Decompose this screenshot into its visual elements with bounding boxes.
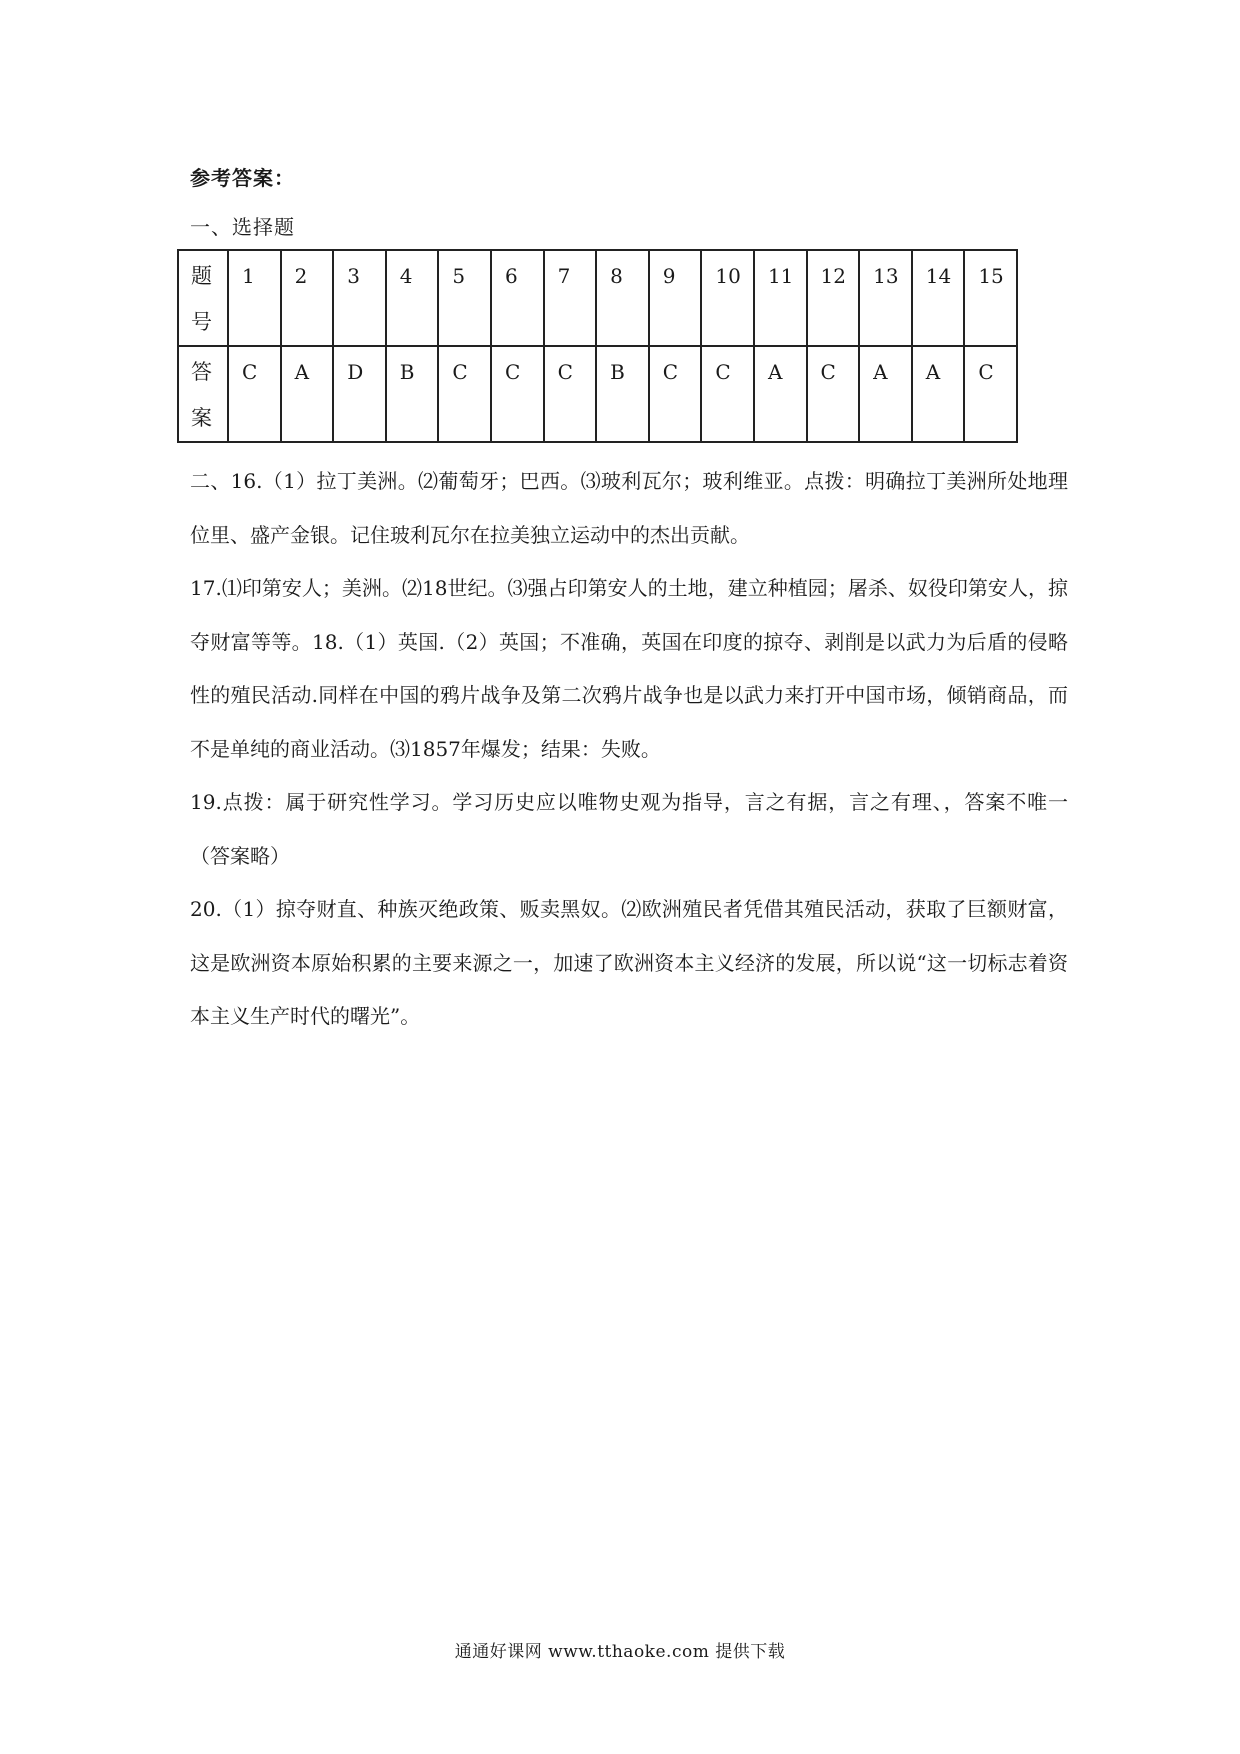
answer-cell: C xyxy=(228,346,281,442)
question-number-cell: 3 xyxy=(333,250,386,346)
answer-cell: B xyxy=(386,346,439,442)
answer-cell: C xyxy=(701,346,754,442)
answer-cell: C xyxy=(649,346,702,442)
question-number-cell: 4 xyxy=(386,250,439,346)
answer-cell: B xyxy=(596,346,649,442)
question-number-cell: 7 xyxy=(544,250,597,346)
answer-paragraph-20: 20.（1）掠夺财直、种族灭绝政策、贩卖黑奴。⑵欧洲殖民者凭借其殖民活动，获取了巨额财富，这是欧洲资本原始积累的主要来源之一，加速了欧洲资本主义经济的发展，所以说“这一切标志着资本主义生产时代的曙光”。 xyxy=(190,897,1068,1028)
question-number-cell: 10 xyxy=(701,250,754,346)
question-number-cell: 1 xyxy=(228,250,281,346)
question-number-cell: 6 xyxy=(491,250,544,346)
answer-header: 答 案 xyxy=(178,346,228,442)
question-number-cell: 13 xyxy=(859,250,912,346)
question-number-cell: 5 xyxy=(438,250,491,346)
answer-cell: C xyxy=(544,346,597,442)
question-number-cell: 14 xyxy=(912,250,965,346)
answer-cell: A xyxy=(912,346,965,442)
question-number-header: 题 号 xyxy=(178,250,228,346)
answer-cell: C xyxy=(438,346,491,442)
answer-cell: C xyxy=(964,346,1017,442)
answer-explanations xyxy=(190,455,1068,1044)
answer-cell: C xyxy=(491,346,544,442)
answer-table xyxy=(177,249,1018,443)
answer-paragraph-16: 二、16.（1）拉丁美洲。⑵葡萄牙；巴西。⑶玻利瓦尔；玻利维亚。点拨：明确拉丁美洲所处地理位里、盛产金银。记住玻利瓦尔在拉美独立运动中的杰出贡献。 xyxy=(190,469,1068,547)
question-number-cell: 11 xyxy=(754,250,807,346)
question-number-cell: 9 xyxy=(649,250,702,346)
question-number-cell: 12 xyxy=(807,250,860,346)
answer-cell: A xyxy=(281,346,334,442)
answer-cell: D xyxy=(333,346,386,442)
question-number-cell: 2 xyxy=(281,250,334,346)
question-number-row xyxy=(178,250,1017,346)
answer-cell: C xyxy=(807,346,860,442)
answer-cell: A xyxy=(859,346,912,442)
answer-cell: A xyxy=(754,346,807,442)
answer-row xyxy=(178,346,1017,442)
answer-paragraph-17-18: 17.⑴印第安人；美洲。⑵18世纪。⑶强占印第安人的土地，建立种植园；屠杀、奴役印第安人，掠夺财富等等。18.（1）英国.（2）英国；不准确，英国在印度的掠夺、剥削是以武力为后盾的侵略性的殖民活动.同样在中国的鸦片战争及第二次鸦片战争也是以武力来打开中国市场，倾销商品，而不是单纯的商业活动。⑶1857年爆发；结果：失败。 xyxy=(190,576,1068,761)
section-multiple-choice-label: 一、选择题 xyxy=(190,215,295,239)
answer-key-heading: 参考答案： xyxy=(190,166,295,190)
question-number-cell: 15 xyxy=(964,250,1017,346)
answer-paragraph-19: 19.点拨：属于研究性学习。学习历史应以唯物史观为指导，言之有据，言之有理、，答案不唯一（答案略） xyxy=(190,790,1068,868)
question-number-cell: 8 xyxy=(596,250,649,346)
page-footer: 通通好课网 www.tthaoke.com 提供下载 xyxy=(454,1642,786,1662)
